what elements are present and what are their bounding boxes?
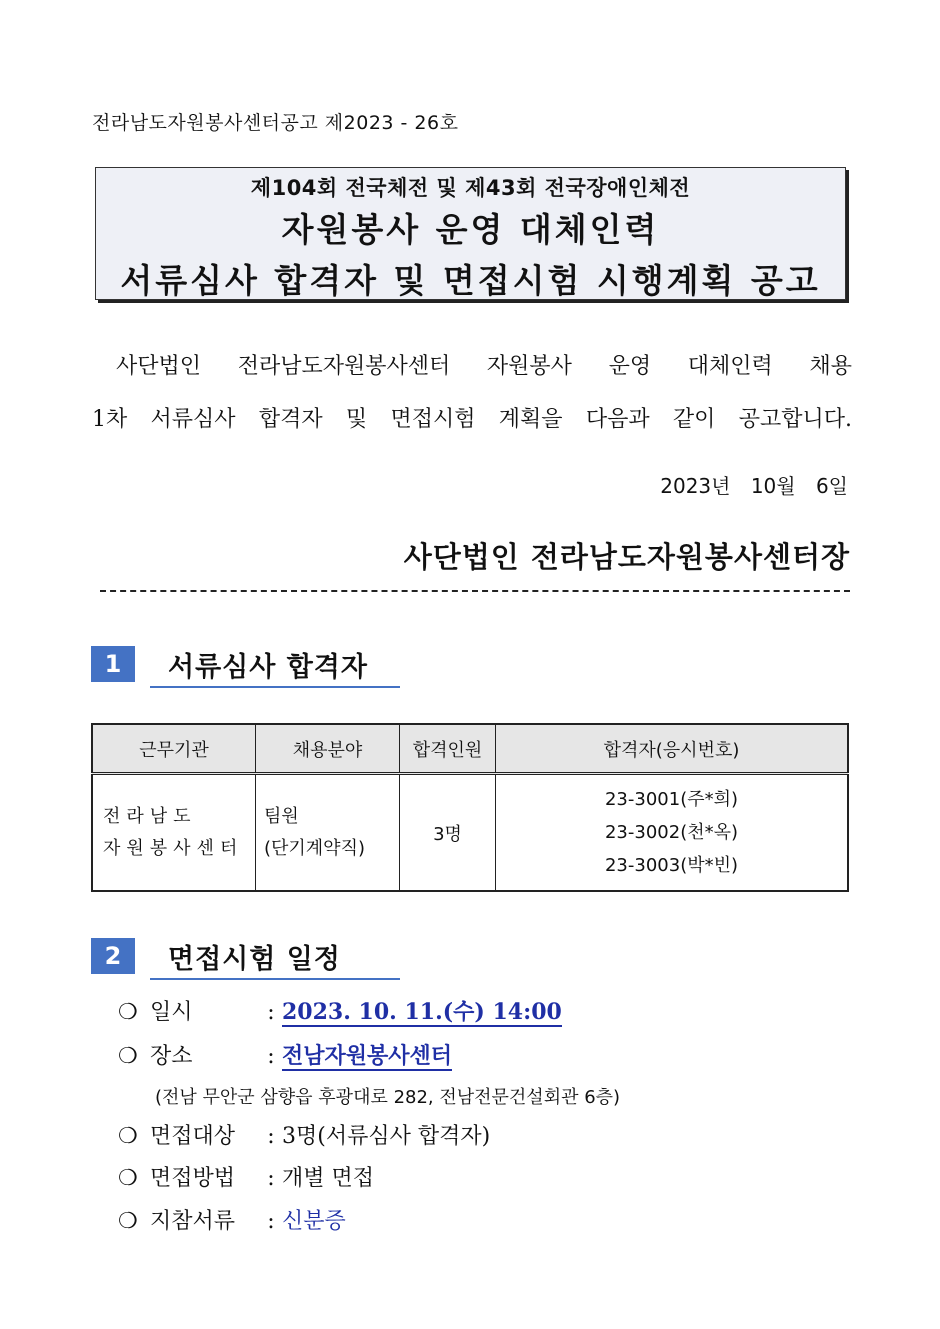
section2-title: 면접시험 일정 (150, 937, 400, 980)
notice-number: 전라남도자원봉사센터공고 제2023 - 26호 (92, 112, 459, 134)
header-org: 근무기관 (92, 724, 256, 774)
bullet-icon: ❍ (118, 1124, 138, 1149)
org-line2: 자원봉사센터 (103, 837, 244, 859)
item-value: 2023. 10. 11.(수) 14:00 (282, 999, 562, 1025)
item-value: 전남자원봉사센터 (282, 1043, 453, 1069)
item-label: 일시 (150, 1000, 193, 1025)
section1-title: 서류심사 합격자 (150, 645, 400, 688)
passer-3: 23-3003(박*빈) (604, 855, 739, 876)
intro-line2: 1차 서류심사 합격자 및 면접시험 계획을 다음과 같이 공고합니다. (92, 407, 852, 432)
passer-1: 23-3001(주*희) (604, 789, 739, 810)
item-value: 개별 면접 (282, 1166, 375, 1191)
title-line2: 자원봉사 운영 대체인력 (281, 210, 660, 249)
passer-2: 23-3002(천*옥) (604, 822, 739, 843)
cell-count: 3명 (400, 774, 496, 892)
table-header-row (92, 724, 848, 774)
role-line1: 팀원 (264, 805, 299, 827)
org-line1: 전라남도 (103, 805, 197, 827)
intro-paragraph (92, 340, 852, 446)
item-label: 지참서류 (150, 1209, 236, 1234)
table-row (92, 774, 848, 892)
item-location: ❍ 장소 : 전남자원봉사센터 (118, 1039, 452, 1070)
header-passers: 합격자(응시번호) (496, 724, 849, 774)
header-role: 채용분야 (256, 724, 400, 774)
item-label: 면접대상 (150, 1124, 236, 1149)
bullet-icon: ❍ (118, 1166, 138, 1191)
intro-line1: 사단법인 전라남도자원봉사센터 자원봉사 운영 대체인력 채용 (116, 354, 852, 379)
title-line3: 서류심사 합격자 및 면접시험 시행계획 공고 (120, 261, 821, 300)
item-method: ❍ 면접방법 : 개별 면접 (118, 1161, 374, 1192)
divider (100, 590, 850, 592)
title-box (95, 167, 846, 300)
title-line1: 제104회 전국체전 및 제43회 전국장애인체전 (250, 176, 691, 200)
item-label: 면접방법 (150, 1166, 236, 1191)
header-count: 합격인원 (400, 724, 496, 774)
cell-passers (496, 774, 849, 892)
item-label: 장소 (150, 1044, 193, 1069)
location-address: (전남 무안군 삼향읍 후광대로 282, 전남전문건설회관 6층) (155, 1087, 621, 1108)
section2-number: 2 (91, 938, 135, 974)
section1-number: 1 (91, 646, 135, 682)
passers-table (91, 723, 849, 892)
item-documents: ❍ 지참서류 : 신분증 (118, 1204, 346, 1235)
item-value: 3명(서류심사 합격자) (282, 1124, 491, 1149)
item-datetime: ❍ 일시 : 2023. 10. 11.(수) 14:00 (118, 995, 562, 1026)
organization-signature: 사단법인 전라남도자원봉사센터장 (403, 540, 850, 574)
cell-org (92, 774, 256, 892)
cell-role (256, 774, 400, 892)
item-target: ❍ 면접대상 : 3명(서류심사 합격자) (118, 1119, 490, 1150)
bullet-icon: ❍ (118, 1209, 138, 1234)
role-line2: (단기계약직) (264, 837, 365, 859)
bullet-icon: ❍ (118, 1044, 138, 1069)
bullet-icon: ❍ (118, 1000, 138, 1025)
item-value: 신분증 (282, 1209, 346, 1234)
notice-date: 2023년 10월 6일 (660, 474, 848, 498)
